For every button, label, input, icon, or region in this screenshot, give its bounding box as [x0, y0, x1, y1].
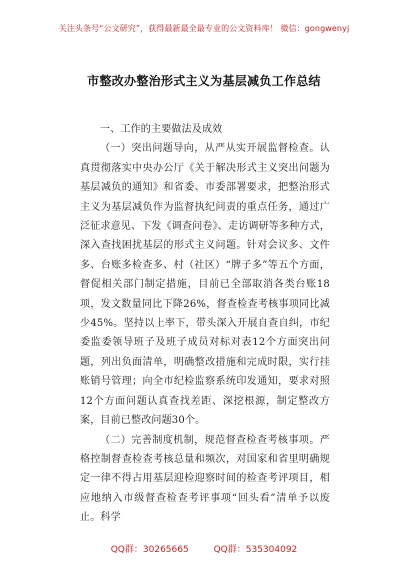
paragraph-1: （一）突出问题导向，从严从实开展监督检查。认真贯彻落实中央办公厅《关于解决形式主义突出问题为基层减负的通知》和省委、市委部署要求，把整治形式主义为基层减负作为监督执纪问责的重点任务，通过广泛征求意见、下发《调查问卷》、走访调研等多种方式，深入查找困扰基层的形式主义问题。针对会议多、文件多、台账多检查多、村（社区）“牌子多”等五个方面，督促相关部门制定措施，目前已全部取消各类台账18项，发文数量同比下降26%，督查检查考核事项同比减少45%。坚持以上率下，带头深入开展自查自纠，市纪委监委领导班子及班子成员对标对表12个方面突出问题，列出负面清单，明确整改措施和完成时限，实行挂账销号管理；向全市纪检监察系统印发通知，要求对照12个方面问题认真查找差距、深挖根源，制定整改方案，目前已整改问题30个。: [80, 143, 330, 427]
document-title: 市整改办整治形式主义为基层减负工作总结: [87, 74, 321, 88]
section-heading: 一、工作的主要做法及成效: [100, 124, 223, 135]
footer-contact: [0, 542, 408, 555]
paragraph-2: （二）完善制度机制，规范督查检查考核事项。严格控制督查检查考核总量和频次，对国家和省里明确规定一律不得占用基层迎检迎察时间的检查考评项目，相应地纳入市级督查检查考评事项“回头看”清单予以废止。科学: [80, 434, 330, 524]
footer-qq-group-1: QQ群：30265665: [110, 545, 189, 555]
document-body: [80, 120, 330, 528]
top-banner: 关注头条号“公文研究”，获得最新最全最专业的公文资料库！ 微信：gongwenyj: [58, 24, 350, 33]
footer-qq-group-2: QQ群：535304092: [213, 545, 298, 555]
